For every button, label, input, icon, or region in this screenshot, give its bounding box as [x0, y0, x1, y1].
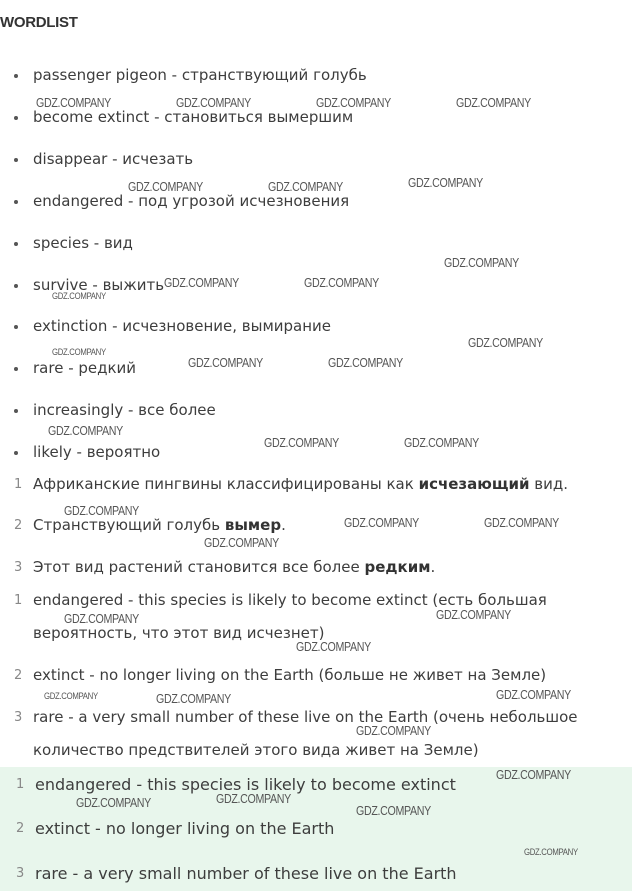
definition-line: rare - a very small number of these live on the Earth (очень небольшое [33, 708, 578, 726]
watermark: GDZ.COMPANY [268, 179, 343, 194]
highlight-word: вымер [224, 516, 282, 534]
bullet-dot [14, 242, 18, 246]
wordlist-item-text: survive - выжить [33, 276, 165, 294]
watermark: GDZ.COMPANY [496, 687, 571, 702]
watermark: GDZ.COMPANY [164, 275, 239, 290]
wordlist-item-text: endangered - под угрозой исчезновения [33, 192, 350, 210]
watermark: GDZ.COMPANY [468, 335, 543, 350]
watermark: GDZ.COMPANY [188, 355, 263, 370]
bullet-dot [14, 116, 18, 120]
answer-box [0, 767, 632, 891]
watermark: GDZ.COMPANY [48, 423, 123, 438]
watermark: GDZ.COMPANY [216, 791, 291, 806]
wordlist-item-text: become extinct - становиться вымершим [33, 108, 354, 126]
watermark: GDZ.COMPANY [344, 515, 419, 530]
answer-text: extinct - no longer living on the Earth [35, 819, 335, 838]
highlight-word: исчезающий [418, 475, 530, 493]
bullet-dot [14, 367, 18, 371]
watermark: GDZ.COMPANY [76, 795, 151, 810]
watermark: GDZ.COMPANY [328, 355, 403, 370]
wordlist-item-text: rare - редкий [33, 359, 137, 377]
wordlist-item-text: species - вид [33, 234, 133, 252]
watermark: GDZ.COMPANY [484, 515, 559, 530]
watermark: GDZ.COMPANY [408, 175, 483, 190]
sentence-number: 2 [14, 518, 23, 533]
watermark: GDZ.COMPANY [524, 847, 578, 858]
watermark: GDZ.COMPANY [176, 95, 251, 110]
watermark: GDZ.COMPANY [356, 723, 431, 738]
wordlist-item [0, 107, 632, 127]
answer-text: rare - a very small number of these live on the Earth [35, 864, 457, 883]
definition-line: extinct - no longer living on the Earth (больше не живет на Земле) [33, 666, 547, 684]
watermark: GDZ.COMPANY [444, 255, 519, 270]
definition-line: endangered - this species is likely to become extinct (есть большая [33, 591, 547, 609]
watermark: GDZ.COMPANY [64, 503, 139, 518]
bullet-dot [14, 409, 18, 413]
wordlist-item-text: disappear - исчезать [33, 150, 194, 168]
wordlist-item [0, 400, 632, 420]
bullet-dot [14, 74, 18, 78]
wordlist-item-text: likely - вероятно [33, 443, 161, 461]
watermark: GDZ.COMPANY [296, 639, 371, 654]
sentence-text: Странствующий голубь вымер. [33, 516, 286, 534]
sentence-number: 3 [14, 560, 23, 575]
watermark: GDZ.COMPANY [204, 535, 279, 550]
sentence-text: Африканские пингвины классифицированы как исчезающий вид. [33, 475, 568, 493]
watermark: GDZ.COMPANY [128, 179, 203, 194]
watermark: GDZ.COMPANY [316, 95, 391, 110]
watermark: GDZ.COMPANY [52, 347, 106, 358]
page-title: WORDLIST [0, 14, 78, 31]
wordlist-item [0, 316, 632, 336]
answer-number: 1 [16, 777, 25, 792]
watermark: GDZ.COMPANY [52, 291, 106, 302]
bullet-dot [14, 158, 18, 162]
wordlist-item [0, 65, 632, 85]
watermark: GDZ.COMPANY [304, 275, 379, 290]
wordlist-item-text: passenger pigeon - странствующий голубь [33, 66, 367, 84]
watermark: GDZ.COMPANY [404, 435, 479, 450]
bullet-dot [14, 325, 18, 329]
watermark: GDZ.COMPANY [496, 767, 571, 782]
definition-line: количество предствителей этого вида живет на Земле) [33, 741, 479, 759]
sentence-text: Этот вид растений становится все более редким. [33, 558, 436, 576]
highlight-word: редким [364, 558, 431, 576]
answer-text: endangered - this species is likely to become extinct [35, 775, 456, 794]
wordlist-item [0, 233, 632, 253]
definition-line: вероятность, что этот вид исчезнет) [33, 624, 325, 642]
wordlist-item-text: extinction - исчезновение, вымирание [33, 317, 332, 335]
watermark: GDZ.COMPANY [156, 691, 231, 706]
watermark: GDZ.COMPANY [456, 95, 531, 110]
watermark: GDZ.COMPANY [264, 435, 339, 450]
definition-number: 2 [14, 668, 23, 683]
bullet-dot [14, 284, 18, 288]
wordlist-item [0, 149, 632, 169]
definition-number: 3 [14, 710, 23, 725]
watermark: GDZ.COMPANY [356, 803, 431, 818]
bullet-dot [14, 200, 18, 204]
wordlist-item [0, 358, 632, 378]
definition-number: 1 [14, 593, 23, 608]
watermark: GDZ.COMPANY [64, 611, 139, 626]
answer-number: 3 [16, 866, 25, 881]
wordlist-item-text: increasingly - все более [33, 401, 216, 419]
watermark: GDZ.COMPANY [44, 691, 98, 702]
answer-number: 2 [16, 821, 25, 836]
sentence-number: 1 [14, 477, 23, 492]
bullet-dot [14, 451, 18, 455]
watermark: GDZ.COMPANY [436, 607, 511, 622]
wordlist-item [0, 191, 632, 211]
watermark: GDZ.COMPANY [36, 95, 111, 110]
